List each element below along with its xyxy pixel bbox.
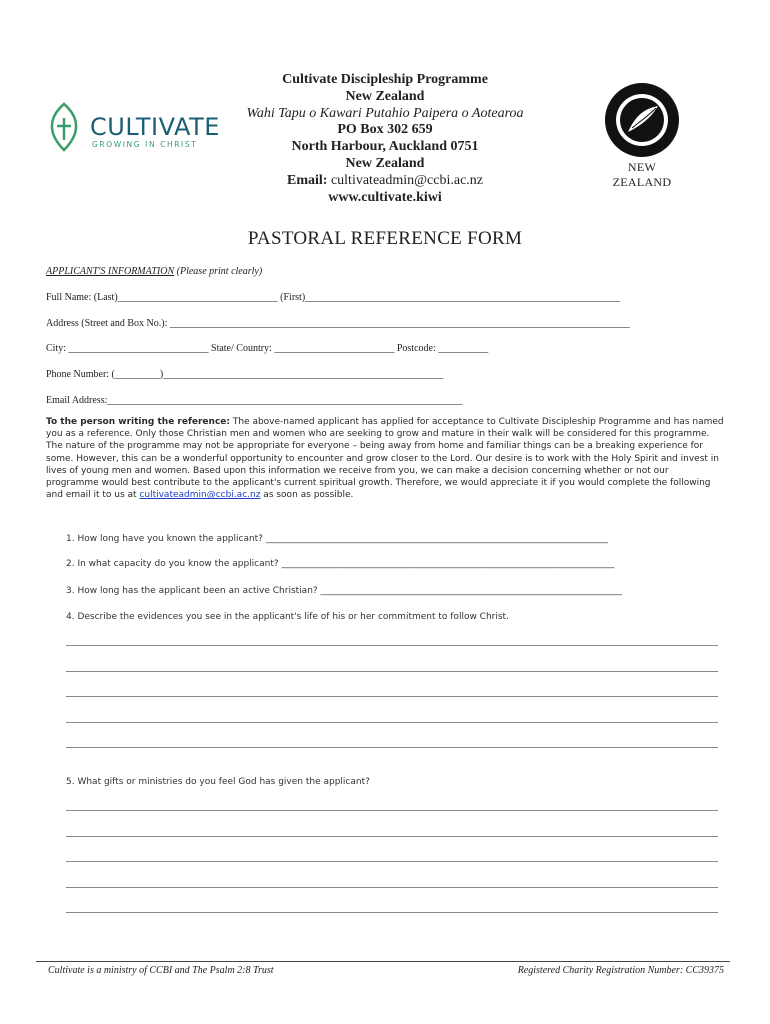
city-state-postcode-field[interactable]: City: ____________________________ State/ Country: ________________________ Postcode: __________ (46, 343, 489, 354)
seal-emblem-icon (598, 80, 686, 160)
intro-email-link[interactable]: cultivateadmin@ccbi.ac.nz (139, 490, 261, 501)
po-box: PO Box 302 659 (337, 122, 433, 138)
answer-line[interactable] (66, 887, 718, 888)
header-email-row (200, 173, 570, 190)
cultivate-logo (44, 102, 219, 152)
header-email[interactable]: cultivateadmin@ccbi.ac.nz (330, 172, 483, 188)
answer-line[interactable] (66, 722, 718, 723)
maori-name: Wahi Tapu o Kawari Putahio Paipera o Aotearoa (246, 105, 524, 121)
footer-left: Cultivate is a ministry of CCBI and The Psalm 2:8 Trust (48, 965, 274, 976)
header-country-2: New Zealand (345, 155, 425, 171)
phone-field[interactable]: Phone Number: (_________)________________________________________________________ (46, 369, 444, 380)
logo-name: CULTIVATE (90, 113, 220, 141)
intro-bold: To the person writing the reference: (46, 417, 230, 427)
programme-name: Cultivate Discipleship Programme (282, 72, 488, 87)
answer-line[interactable] (66, 747, 718, 748)
address-field[interactable]: Address (Street and Box No.): ____________________________________________________________________________________________ (46, 318, 630, 329)
answer-line[interactable] (66, 645, 718, 646)
intro-tail: as soon as possible. (260, 490, 354, 501)
header-city: North Harbour, Auckland 0751 (291, 139, 479, 155)
seal-label: NEW ZEALAND (612, 160, 672, 189)
footer-right: Registered Charity Registration Number: CC39375 (517, 965, 724, 976)
header-address-block (200, 72, 570, 206)
question-5: 5. What gifts or ministries do you feel God has given the applicant? (66, 777, 370, 787)
section-label: APPLICANT'S INFORMATION (46, 266, 175, 277)
answer-line[interactable] (66, 810, 718, 811)
intro-text: The above-named applicant has applied for acceptance to Cultivate Discipleship Programme and has named you as a reference. Only those Christian men and women who are seeking to grow and mature in their walk will be considered for this programme. The nature of the programme may not be appropriate for everyone – being away from home and familiar things can be a breaking experience for some. However, this can be a wonderful opportunity to encounter and grow closer to the Lord. Our desire is to work with the Holy Spirit and invest in lives of young men and women. Based upon this information we receive from you, we can make a decision concerning whether or not our programme would best contribute to the applicant's current spiritual growth. Therefore, we would appreciate it if you would complete the following and email it to us at (46, 417, 724, 501)
answer-line[interactable] (66, 671, 718, 672)
footer-divider (36, 961, 730, 962)
email-label: Email: (287, 172, 328, 188)
question-1[interactable]: 1. How long have you known the applicant? ____________________________________________________________________________ (66, 534, 608, 544)
answer-line[interactable] (66, 696, 718, 697)
email-field[interactable]: Email Address:_______________________________________________________________________ (46, 395, 463, 406)
form-title: PASTORAL REFERENCE FORM (247, 228, 523, 249)
question-3[interactable]: 3. How long has the applicant been an active Christian? ___________________________________________________________________ (66, 586, 623, 596)
answer-line[interactable] (66, 861, 718, 862)
leaf-cross-icon (44, 102, 84, 152)
logo-tagline: GROWING IN CHRIST (92, 140, 198, 149)
question-2[interactable]: 2. In what capacity do you know the applicant? __________________________________________________________________________ (66, 559, 615, 569)
intro-paragraph (46, 416, 724, 501)
answer-line[interactable] (66, 912, 718, 913)
header-country: New Zealand (345, 88, 425, 104)
answer-line[interactable] (66, 836, 718, 837)
full-name-field[interactable]: Full Name: (Last)________________________________ (First)_______________________________________________________________ (46, 292, 621, 303)
question-4: 4. Describe the evidences you see in the applicant's life of his or her commitment to follow Christ. (66, 612, 509, 622)
applicant-info-heading (46, 266, 262, 277)
header-website[interactable]: www.cultivate.kiwi (328, 189, 442, 205)
ccbi-seal (598, 80, 686, 189)
section-note: (Please print clearly) (176, 266, 263, 277)
